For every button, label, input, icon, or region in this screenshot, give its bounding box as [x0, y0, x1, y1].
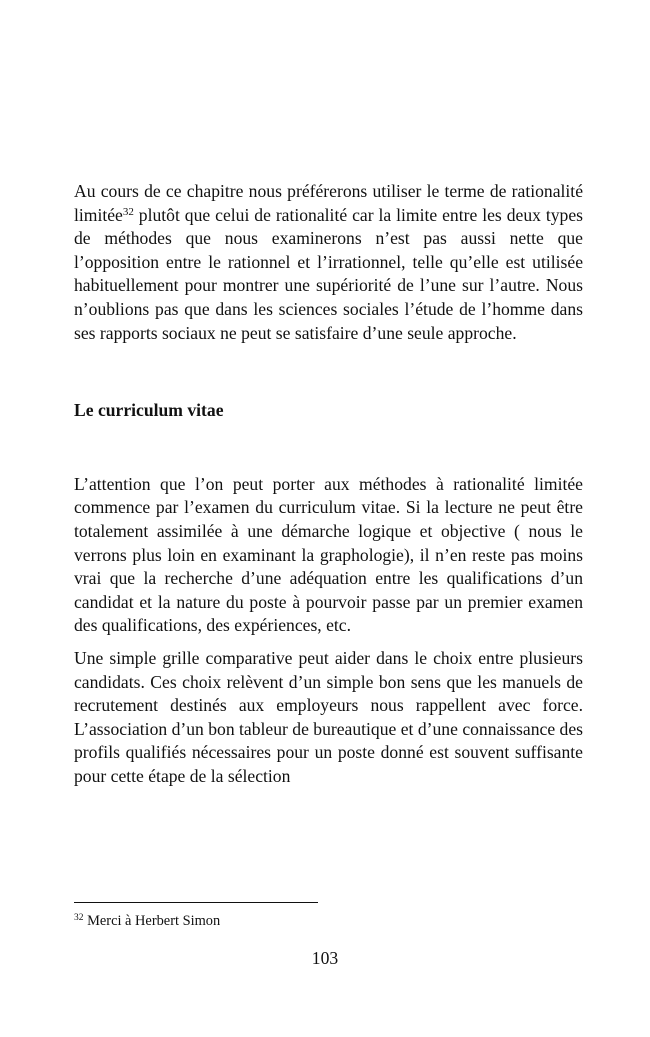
- intro-text-before-ref: Au cours de ce chapitre nous préférerons utiliser le terme de rationalité limitée: [74, 181, 583, 225]
- footnote-divider: [74, 902, 318, 903]
- intro-text-after-ref: plutôt que celui de rationalité car la limite entre les deux types de méthodes que nous examinerons n’est pas aussi nette que l’opposition entre le rationnel et l’irrationnel, telle qu’elle est utilisée habituellement pour montrer une supériorité de l’une sur l’autre. Nous n’oublions pas que dans les sciences sociales l’étude de l’homme dans ses rapports sociaux ne peut se satisfaire d’une seule approche.: [74, 204, 583, 343]
- intro-paragraph: [74, 180, 583, 345]
- footnote-number: 32: [74, 913, 84, 923]
- footnote: [74, 911, 220, 931]
- section-paragraph: L’attention que l’on peut porter aux méthodes à rationalité limitée commence par l’examen du curriculum vitae. Si la lecture ne peut être totalement assimilée à une démarche logique et objective ( nous le verrons plus loin en examinant la graphologie), il n’en reste pas moins vrai que la recherche d’une adéquation entre les qualifications d’un candidat et la nature du poste à pourvoir passe par un premier examen des qualifications, des expériences, etc.: [74, 473, 583, 636]
- section-paragraph: Une simple grille comparative peut aider dans le choix entre plusieurs candidats. Ces choix relèvent d’un simple bon sens que les manuels de recrutement destinés aux employeurs nous rappellent avec force. L’association d’un bon tableur de bureautique et d’une connaissance des profils qualifiés nécessaires pour un poste donné est souvent suffisante pour cette étape de la sélection: [74, 647, 583, 786]
- page-body: [74, 180, 583, 788]
- page-number: 103: [311, 948, 339, 968]
- section-heading: Le curriculum vitae: [74, 400, 224, 421]
- footnote-text: Merci à Herbert Simon: [83, 913, 221, 929]
- footnote-reference[interactable]: 32: [122, 205, 134, 218]
